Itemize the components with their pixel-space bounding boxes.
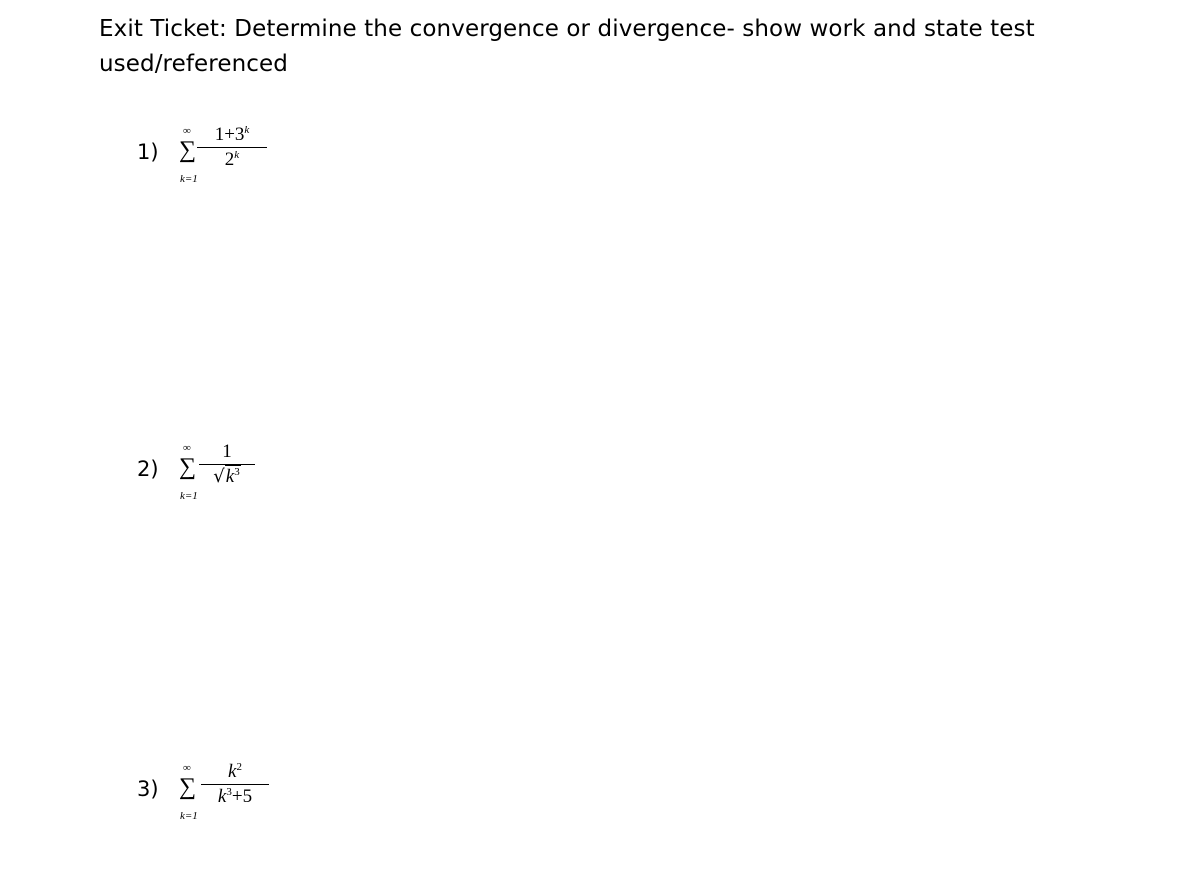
radicand [225,465,241,487]
sum-lower-limit: k=1 [180,810,198,822]
sum-upper-limit: ∞ [183,442,191,454]
sum-upper-limit: ∞ [183,762,191,774]
numerator-base: k [228,761,237,782]
numerator-value: 1 [222,441,232,462]
problem-number: 2) [137,457,159,481]
numerator-base: 1+3 [214,124,245,145]
fraction-numerator [197,124,267,146]
numerator-exponent: k [244,124,250,136]
denominator-tail: +5 [231,786,253,807]
fraction-bar [197,147,267,148]
denominator-exponent: 3 [226,786,232,798]
summand-fraction [201,761,269,808]
fraction-numerator [199,441,255,463]
fraction-bar [201,784,269,785]
denominator-base: 2 [224,149,235,170]
denominator-base: k [217,786,227,807]
fraction-numerator [201,761,269,783]
sum-lower-limit: k=1 [180,173,198,185]
fraction-denominator [201,786,269,808]
summation-symbol: ∑ [179,774,197,800]
denominator-exponent: 3 [234,466,240,478]
numerator-exponent: 2 [236,761,242,773]
exit-ticket-title: Exit Ticket: Determine the convergence or divergence- show work and state test used/referenced [99,16,1035,77]
summand-fraction [197,124,267,171]
fraction-denominator [199,466,255,488]
sum-lower-limit: k=1 [180,490,198,502]
sum-upper-limit: ∞ [183,125,191,137]
denominator-base: k [225,466,235,487]
problem-number: 1) [137,140,159,164]
square-root-icon: √ [213,466,225,487]
summation-symbol: ∑ [179,454,197,480]
problem-number: 3) [137,777,159,801]
fraction-denominator [197,149,267,171]
summation-symbol: ∑ [179,137,197,163]
summand-fraction [199,441,255,488]
denominator-exponent: k [234,149,240,161]
